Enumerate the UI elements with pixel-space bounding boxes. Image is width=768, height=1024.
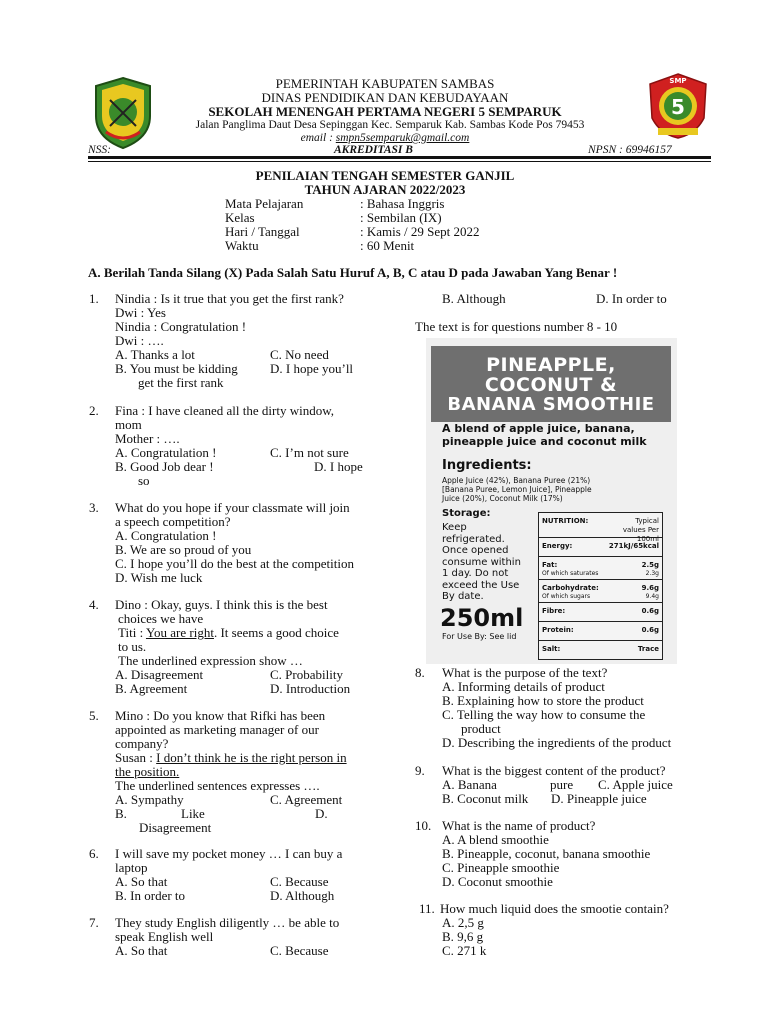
exam-title: PENILAIAN TENGAH SEMESTER GANJIL [255, 168, 515, 183]
option-a[interactable]: A. A blend smoothie [442, 832, 549, 847]
question-text: company? [115, 736, 169, 751]
info-row [225, 211, 545, 225]
option-c[interactable]: C. I hope you’ll do the best at the competition [115, 556, 355, 571]
question-text: appointed as marketing manager of our [115, 722, 319, 737]
header-line1: PEMERINTAH KABUPATEN SAMBAS [275, 76, 495, 91]
option-a[interactable]: A. Banana [442, 777, 497, 792]
nutrition-value: 0.6g [641, 607, 659, 615]
option-c[interactable]: C. 271 k [442, 943, 487, 958]
option-d[interactable]: D. Wish me luck [115, 570, 203, 585]
option-c[interactable]: C. Agreement [270, 792, 343, 807]
nutrition-row [539, 603, 662, 622]
option-b-cont: get the first rank [138, 375, 224, 390]
question-text: What do you hope if your classmate will join [115, 500, 350, 515]
option-d-cont: so [138, 473, 150, 488]
question-text: Mino : Do you know that Rifki has been [115, 708, 326, 723]
info-row [225, 225, 545, 239]
question-number: 1. [89, 291, 99, 306]
storage-line: By date. [442, 591, 484, 602]
info-value: : Kamis / 29 Sept 2022 [360, 224, 480, 239]
option-b[interactable]: B. Agreement [115, 681, 188, 696]
question-number: 8. [415, 665, 425, 680]
info-label: Mata Pelajaran [225, 196, 304, 211]
option-c-cont: product [461, 721, 501, 736]
nutrition-label: Protein: [542, 626, 574, 634]
option-c[interactable]: C. Pineapple smoothie [442, 860, 560, 875]
option-b[interactable]: B. [115, 806, 127, 821]
nutrition-label: Carbohydrate: [542, 584, 599, 592]
ingredient-line: [Banana Puree, Lemon Juice], Pineapple [442, 485, 592, 494]
storage-line: refrigerated. [442, 533, 505, 545]
storage-line: Keep [442, 522, 467, 533]
nutrition-row [539, 513, 662, 543]
question-text: choices we have [118, 611, 204, 626]
underlined-expression: You are right [145, 625, 214, 640]
option-d[interactable]: D. Coconut smoothie [442, 874, 553, 889]
question-text: The underlined expression show … [118, 653, 303, 668]
product-label-image [426, 338, 677, 664]
option-d[interactable]: D. I hope you’ll [270, 361, 354, 376]
instruction: A. Berilah Tanda Silang (X) Pada Salah Satu Huruf A, B, C atau D pada Jawaban Yang Benar ! [88, 265, 618, 280]
info-label: Hari / Tanggal [225, 224, 300, 239]
question-number: 3. [89, 500, 99, 515]
nutrition-value: 9.6g [641, 584, 659, 592]
npsn: NPSN : 69946157 [588, 144, 672, 156]
nutrition-row [539, 622, 662, 641]
product-title: COCONUT & [484, 374, 618, 396]
storage-title: Storage: [442, 508, 491, 519]
option-a[interactable]: A. So that [115, 943, 168, 958]
option-a[interactable]: A. 2,5 g [442, 915, 484, 930]
storage-line: Once opened [442, 545, 509, 556]
question-number: 2. [89, 403, 99, 418]
nutrition-label: Salt: [542, 645, 561, 653]
option-d[interactable]: D. Pineapple juice [551, 791, 647, 806]
option-b[interactable]: B. Explaining how to store the product [442, 693, 644, 708]
option-d[interactable]: D. Although [270, 888, 335, 903]
option-a[interactable]: A. So that [115, 874, 168, 889]
nutrition-value: Trace [637, 645, 659, 653]
question-text: speak English well [115, 929, 214, 944]
question-text: . It seems a good choice [213, 625, 339, 640]
info-label: Waktu [225, 238, 259, 253]
storage-line: consume within [442, 556, 521, 568]
storage-line: 1 day. Do not [442, 568, 509, 579]
question-text: What is the name of product? [442, 818, 596, 833]
question-text: to us. [118, 639, 147, 654]
option-d[interactable]: D. [315, 806, 328, 821]
regency-logo [92, 76, 154, 150]
ingredient-line: Apple Juice (42%), Banana Puree (21%) [442, 476, 591, 485]
question-text: They study English diligently … be able to [115, 915, 340, 930]
storage-text [442, 522, 521, 603]
product-title: BANANA SMOOTHIE [447, 394, 655, 415]
info-label: Kelas [225, 210, 255, 225]
nss-label: NSS: [88, 144, 111, 156]
school-name: SEKOLAH MENENGAH PERTAMA NEGERI 5 SEMPARUK [208, 104, 562, 119]
question-number: 10. [415, 818, 432, 833]
product-blend [442, 422, 647, 448]
option-a[interactable]: A. Congratulation ! [115, 445, 217, 460]
option-b[interactable]: B. 9,6 g [442, 929, 484, 944]
option-b[interactable]: B. Pineapple, coconut, banana smoothie [442, 846, 651, 861]
option-a-text: pure [550, 777, 574, 792]
option-c[interactable]: C. Because [270, 874, 329, 889]
question-text: Dwi : …. [115, 333, 164, 348]
question-number: 11. [419, 901, 435, 916]
question-text: The underlined sentences expresses …. [115, 778, 320, 793]
option-b-text: Like [181, 806, 205, 821]
info-value: : Bahasa Inggris [360, 196, 445, 211]
nutrition-value: 2.5g [641, 561, 659, 569]
school-address: Jalan Panglima Daut Desa Sepinggan Kec. Semparuk Kab. Sambas Kode Pos 79453 [195, 119, 585, 131]
product-volume: 250ml [440, 604, 524, 632]
option-c[interactable]: C. Telling the way how to consume the [442, 707, 646, 722]
nutrition-row [539, 580, 662, 603]
info-value: : 60 Menit [360, 238, 415, 253]
question-7-continued [442, 292, 722, 306]
option-b[interactable]: B. You must be kidding [115, 361, 238, 376]
question-number: 6. [89, 846, 99, 861]
header-divider-thick [88, 156, 711, 159]
option-a[interactable]: A. Congratulation ! [115, 528, 217, 543]
nutrition-value: 271kJ/65kcal [608, 542, 659, 550]
question-text: I will save my pocket money … I can buy a [115, 846, 343, 861]
header-line2: DINAS PENDIDIKAN DAN KEBUDAYAAN [261, 90, 509, 105]
question-text: What is the biggest content of the product? [442, 763, 666, 778]
info-value: : Sembilan (IX) [360, 210, 442, 225]
option-c[interactable]: C. I’m not sure [270, 445, 349, 460]
option-b[interactable]: B. Good Job dear ! [115, 459, 214, 474]
question-text: Susan : [115, 750, 157, 765]
option-c[interactable]: C. Because [270, 943, 329, 958]
question-text: laptop [115, 860, 148, 875]
option-a[interactable]: A. Thanks a lot [115, 347, 195, 362]
question-text: How much liquid does the smootie contain? [440, 901, 669, 916]
option-b[interactable]: B. Coconut milk [442, 791, 529, 806]
svg-text:5: 5 [671, 95, 685, 119]
question-number: 7. [89, 915, 99, 930]
question-text: Dwi : Yes [115, 305, 166, 320]
question-number: 4. [89, 597, 99, 612]
nutrition-value: 0.6g [641, 626, 659, 634]
nutrition-subvalue: 9.4g [645, 593, 659, 600]
email-label: email : [300, 132, 336, 144]
use-by: For Use By: See lid [442, 632, 517, 641]
ingredients-title: Ingredients: [442, 458, 532, 473]
blend-line: A blend of apple juice, banana, [442, 422, 635, 435]
text-intro: The text is for questions number 8 - 10 [415, 319, 618, 334]
option-d-text: Disagreement [139, 820, 212, 835]
nutrition-row [539, 641, 662, 659]
option-d[interactable]: D. Describing the ingredients of the product [442, 735, 672, 750]
question-text: Dino : Okay, guys. I think this is the best [115, 597, 328, 612]
exam-year: TAHUN AJARAN 2022/2023 [304, 182, 466, 197]
nutrition-label: NUTRITION: [542, 517, 589, 525]
info-row [225, 197, 545, 211]
info-row [225, 239, 545, 253]
option-b[interactable]: B. We are so proud of you [115, 542, 252, 557]
product-banner [431, 346, 671, 422]
question-text: Nindia : Is it true that you get the first rank? [115, 291, 344, 306]
product-title: PINEAPPLE, [486, 354, 616, 376]
option-a[interactable]: A. Informing details of product [442, 679, 605, 694]
option-a[interactable]: A. Sympathy [115, 792, 184, 807]
question-text: Mother : …. [115, 431, 180, 446]
nutrition-sublabel: Of which saturates [542, 570, 599, 577]
option-c[interactable]: C. No need [270, 347, 329, 362]
question-number: 5. [89, 708, 99, 723]
ingredients-list [442, 476, 592, 503]
option-b[interactable]: B. Although [442, 291, 506, 306]
question-text: Fina : I have cleaned all the dirty window, [115, 403, 335, 418]
school-logo [646, 72, 710, 140]
option-d[interactable]: D. Introduction [270, 681, 351, 696]
storage-line: exceed the Use [442, 579, 520, 591]
option-b[interactable]: B. In order to [115, 888, 186, 903]
option-c[interactable]: C. Apple juice [598, 777, 673, 792]
question-text: Nindia : Congratulation ! [115, 319, 247, 334]
nutrition-value: Typical values Per 100ml [622, 517, 659, 543]
underlined-sentence: the position. [115, 764, 180, 779]
nutrition-sublabel: Of which sugars [542, 593, 591, 600]
option-c[interactable]: C. Probability [270, 667, 343, 682]
exam-info [225, 197, 545, 253]
nutrition-subvalue: 2.3g [645, 570, 659, 577]
ingredient-line: Juice (20%), Coconut Milk (17%) [442, 494, 563, 503]
question-text: mom [115, 417, 142, 432]
accreditation: AKREDITASI B [334, 144, 413, 156]
email-link[interactable]: smpn5semparuk@gmail.com [335, 132, 470, 144]
svg-text:SMP: SMP [669, 77, 687, 85]
nutrition-table [538, 512, 663, 660]
question-text: a speech competition? [115, 514, 231, 529]
underlined-sentence: I don’t think he is the right person in [156, 750, 347, 765]
option-a[interactable]: A. Disagreement [115, 667, 204, 682]
nutrition-label: Fibre: [542, 607, 566, 615]
option-d[interactable]: D. I hope [314, 459, 363, 474]
question-number: 9. [415, 763, 425, 778]
option-d[interactable]: D. In order to [596, 291, 667, 306]
nutrition-row [539, 557, 662, 580]
blend-line: pineapple juice and coconut milk [442, 435, 647, 448]
nutrition-label: Energy: [542, 542, 573, 550]
header-divider-thin [88, 161, 711, 162]
nutrition-label: Fat: [542, 561, 558, 569]
question-text: Titi : [118, 625, 146, 640]
nutrition-row [539, 538, 662, 557]
question-text: What is the purpose of the text? [442, 665, 608, 680]
